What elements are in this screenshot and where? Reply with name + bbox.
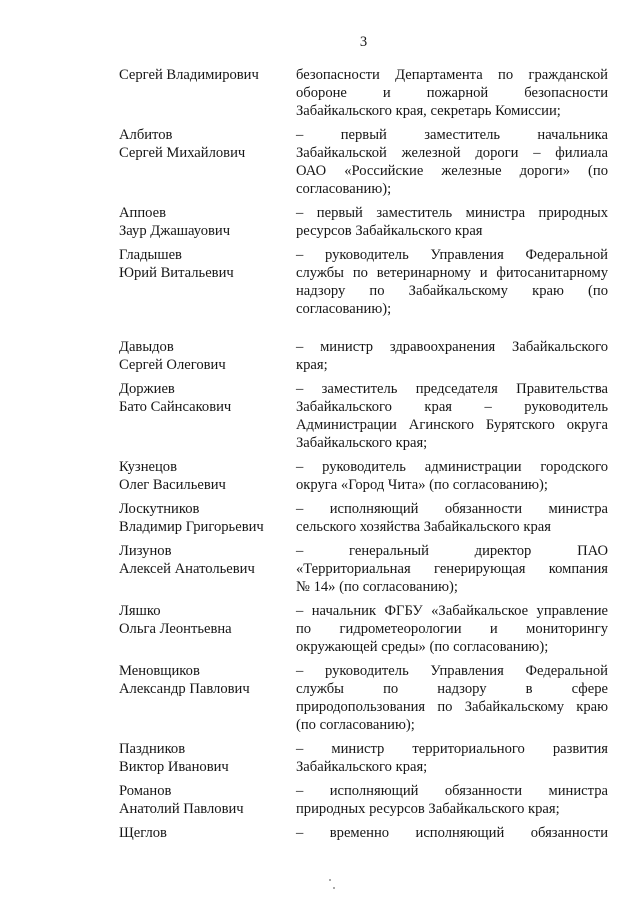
entry-desc-line: – руководитель Управления Федеральной — [296, 663, 608, 679]
entry-desc-line: края; — [296, 357, 328, 373]
entry-names — [119, 824, 296, 842]
entry-name-line: Меновщиков — [119, 663, 200, 679]
roster-entry — [119, 338, 608, 374]
entry-name-line: Бато Сайнсакович — [119, 399, 232, 415]
entry-desc-line: безопасности Департамента по гражданской — [296, 67, 608, 83]
entry-description — [296, 380, 608, 452]
entry-names — [119, 458, 296, 494]
scan-artifact-dot — [333, 887, 335, 889]
entry-desc-line: надзору по Забайкальскому краю (по — [296, 283, 608, 299]
entry-desc-line: ОАО «Российские железные дороги» (по — [296, 163, 608, 179]
entry-name-line: Сергей Владимирович — [119, 67, 259, 83]
entry-description — [296, 500, 608, 536]
entry-desc-line: согласованию); — [296, 181, 392, 197]
entry-desc-line: – генеральный директор ПАО — [296, 543, 608, 559]
roster-entry — [119, 126, 608, 198]
entry-names — [119, 246, 296, 318]
entry-names — [119, 66, 296, 120]
entry-name-line: Романов — [119, 783, 172, 799]
roster-entry — [119, 458, 608, 494]
entry-name-line: Аппоев — [119, 205, 167, 221]
entry-desc-line: Забайкальской железной дороги – филиала — [296, 145, 608, 161]
entry-names — [119, 204, 296, 240]
entry-names — [119, 602, 296, 656]
entry-description — [296, 204, 608, 240]
entry-desc-line: природных ресурсов Забайкальского края; — [296, 801, 560, 817]
entry-name-line: Анатолий Павлович — [119, 801, 244, 817]
entry-desc-line: – министр здравоохранения Забайкальского — [296, 339, 608, 355]
entry-names — [119, 380, 296, 452]
entry-desc-line: – исполняющий обязанности министра — [296, 501, 608, 517]
entry-description — [296, 338, 608, 374]
roster-entry — [119, 602, 608, 656]
entry-desc-line: службы по ветеринарному и фитосанитарному — [296, 265, 608, 281]
entry-name-line: Ольга Леонтьевна — [119, 621, 232, 637]
entry-desc-line: по гидрометеорологии и мониторингу — [296, 621, 608, 637]
entry-desc-line: природопользования по Забайкальскому краю — [296, 699, 608, 715]
entry-name-line: Заур Джашауович — [119, 223, 231, 239]
entry-description — [296, 602, 608, 656]
entry-name-line: Лизунов — [119, 543, 172, 559]
entry-name-line: Паздников — [119, 741, 186, 757]
roster-entry — [119, 500, 608, 536]
entry-description — [296, 126, 608, 198]
roster-entry — [119, 542, 608, 596]
entry-desc-line: – временно исполняющий обязанности — [296, 825, 608, 841]
entry-desc-line: Забайкальского края; — [296, 759, 428, 775]
entry-description — [296, 458, 608, 494]
entry-name-line: Лоскутников — [119, 501, 200, 517]
entry-name-line: Виктор Иванович — [119, 759, 229, 775]
entry-name-line: Сергей Михайлович — [119, 145, 246, 161]
entry-desc-line: – начальник ФГБУ «Забайкальское управление — [296, 603, 608, 619]
entry-description — [296, 782, 608, 818]
entry-name-line: Сергей Олегович — [119, 357, 226, 373]
entry-desc-line: – министр территориального развития — [296, 741, 608, 757]
entry-desc-line: № 14» (по согласованию); — [296, 579, 458, 595]
entry-desc-line: – заместитель председателя Правительства — [296, 381, 608, 397]
entry-name-line: Юрий Витальевич — [119, 265, 234, 281]
entry-desc-line: Забайкальского края – руководитель — [296, 399, 608, 415]
entry-name-line: Алексей Анатольевич — [119, 561, 255, 577]
roster-entry — [119, 740, 608, 776]
entry-names — [119, 662, 296, 734]
entry-name-line: Ляшко — [119, 603, 161, 619]
roster-entry — [119, 246, 608, 318]
entry-name-line: Олег Васильевич — [119, 477, 226, 493]
entry-description — [296, 66, 608, 120]
entry-desc-line: Забайкальского края, секретарь Комиссии; — [296, 103, 561, 119]
entry-names — [119, 500, 296, 536]
entry-desc-line: сельского хозяйства Забайкальского края — [296, 519, 551, 535]
entry-name-line: Гладышев — [119, 247, 182, 263]
entry-desc-line: согласованию); — [296, 301, 392, 317]
entry-desc-line: – руководитель Управления Федеральной — [296, 247, 608, 263]
roster-entry — [119, 782, 608, 818]
entry-names — [119, 740, 296, 776]
entry-desc-line: Администрации Агинского Бурятского округа — [296, 417, 608, 433]
entry-description — [296, 662, 608, 734]
entry-description — [296, 246, 608, 318]
entries-list — [119, 66, 608, 848]
roster-entry — [119, 66, 608, 120]
entry-desc-line: – первый заместитель начальника — [296, 127, 608, 143]
entry-desc-line: (по согласованию); — [296, 717, 415, 733]
entry-name-line: Доржиев — [119, 381, 175, 397]
entry-name-line: Щеглов — [119, 825, 167, 841]
scan-artifact-dot — [329, 879, 331, 881]
entry-description — [296, 740, 608, 776]
entry-desc-line: ресурсов Забайкальского края — [296, 223, 483, 239]
entry-names — [119, 542, 296, 596]
roster-entry — [119, 204, 608, 240]
entry-desc-line: Забайкальского края; — [296, 435, 428, 451]
entry-name-line: Александр Павлович — [119, 681, 250, 697]
entry-name-line: Владимир Григорьевич — [119, 519, 264, 535]
page-number: 3 — [359, 34, 368, 50]
entry-desc-line: – исполняющий обязанности министра — [296, 783, 608, 799]
entry-desc-line: обороне и пожарной безопасности — [296, 85, 608, 101]
roster-entry — [119, 380, 608, 452]
entry-desc-line: – первый заместитель министра природных — [296, 205, 608, 221]
roster-entry — [119, 824, 608, 842]
entry-names — [119, 338, 296, 374]
entry-description — [296, 824, 608, 842]
entry-desc-line: – руководитель администрации городского — [296, 459, 608, 475]
entry-name-line: Кузнецов — [119, 459, 177, 475]
entry-names — [119, 782, 296, 818]
entry-names — [119, 126, 296, 198]
entry-desc-line: окружающей среды» (по согласованию); — [296, 639, 549, 655]
entry-description — [296, 542, 608, 596]
entry-desc-line: «Территориальная генерирующая компания — [296, 561, 608, 577]
roster-entry — [119, 662, 608, 734]
entry-desc-line: округа «Город Чита» (по согласованию); — [296, 477, 548, 493]
entry-name-line: Давыдов — [119, 339, 174, 355]
entry-name-line: Албитов — [119, 127, 173, 143]
entry-desc-line: службы по надзору в сфере — [296, 681, 608, 697]
